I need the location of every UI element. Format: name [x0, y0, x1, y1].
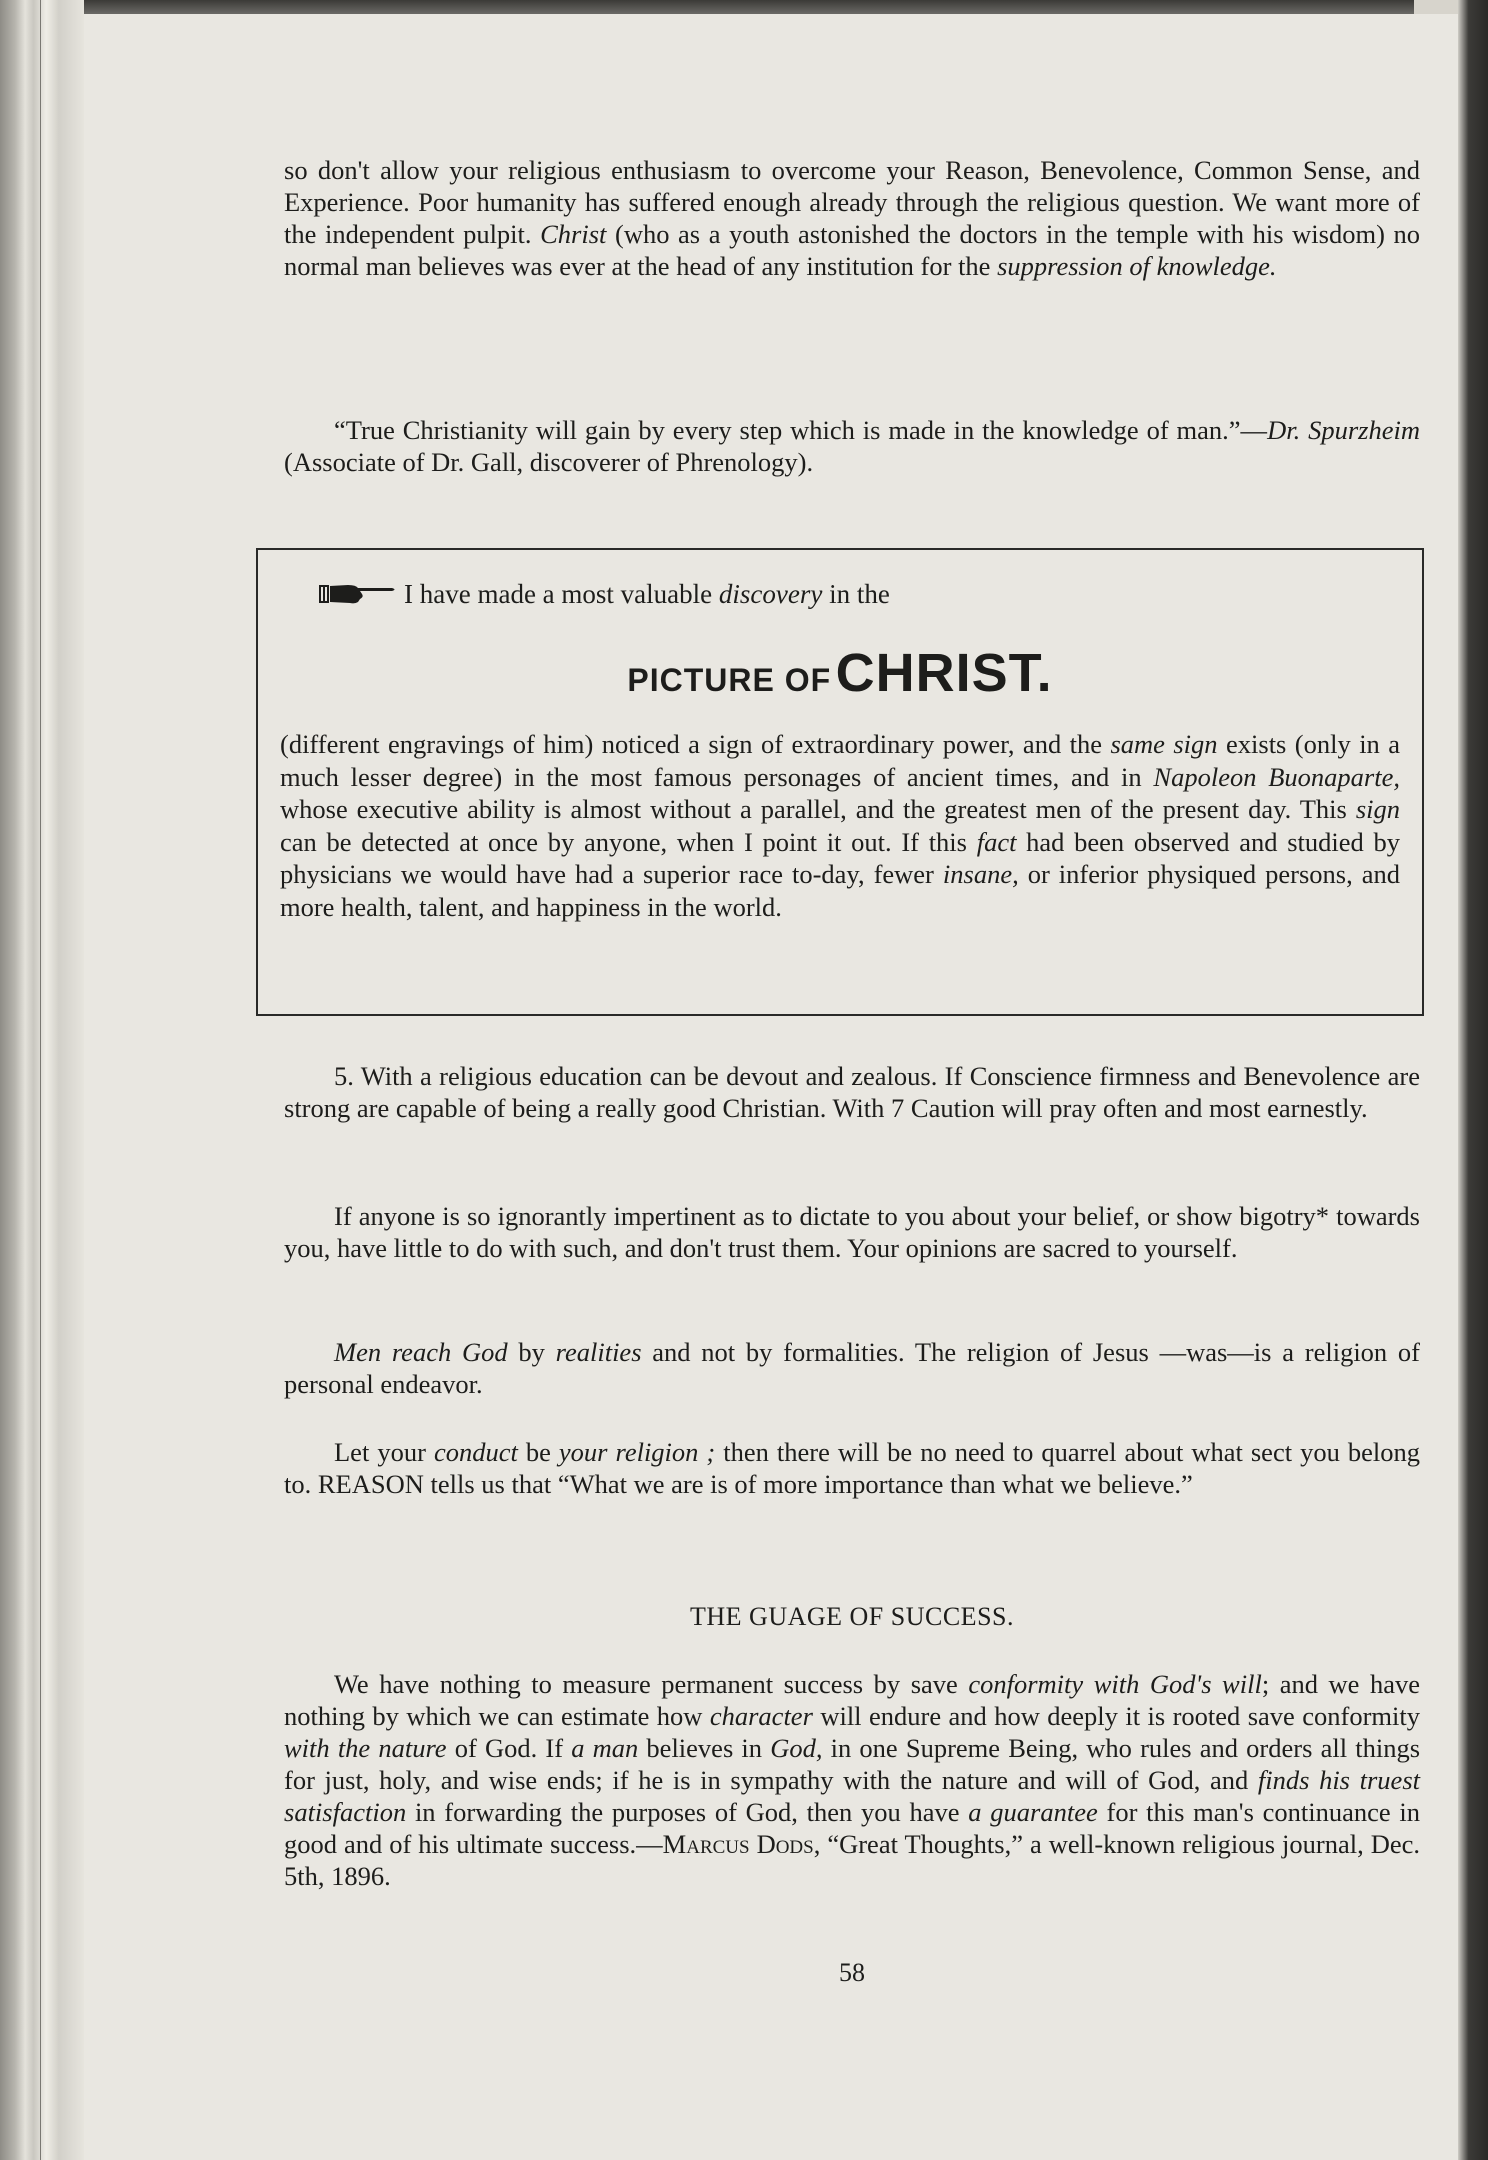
pointing-hand-icon	[318, 582, 398, 606]
paragraph-conduct: Let your conduct be your religion ; then there will be no need to quarrel about what sect you belong to. REASON tells us that “What we are is of more importance than what we believe.”	[284, 1437, 1420, 1499]
paragraph-bigotry: If anyone is so ignorantly impertinent as to dictate to you about your belief, or show bigotry* towards you, have little to do with such, and don't trust them. Your opinions are sacred to yourself.	[284, 1201, 1420, 1263]
paragraph-reason: so don't allow your religious enthusiasm to overcome your Reason, Benevolence, Common Sense, and Experience. Poor humanity has suffered enough already through the religious question. We want more of the independent pulpit. Christ (who as a youth astonished the doctors in the temple with his wisdom) no normal man believes was ever at the head of any institution for the suppression of knowledge.	[284, 155, 1420, 281]
notice-heading-big: CHRIST.	[835, 643, 1053, 703]
paragraph-realities: Men reach God by realities and not by formalities. The religion of Jesus —was—is a religion of personal endeavor.	[284, 1337, 1421, 1399]
paragraph-spurzheim-quote: “True Christianity will gain by every step which is made in the knowledge of man.”—Dr. Spurzheim (Associate of Dr. Gall, discoverer of Phrenology).	[284, 415, 1420, 477]
scan-right-edge	[1458, 0, 1488, 2160]
section-heading: THE GUAGE OF SUCCESS.	[690, 1602, 1014, 1631]
paragraph-religious-education: 5. With a religious education can be devout and zealous. If Conscience firmness and Benevolence are strong are capable of being a really good Christian. With 7 Caution will pray often and most earnestly.	[284, 1061, 1420, 1123]
scan-top-edge	[84, 0, 1414, 14]
notice-heading-small: PICTURE OF	[627, 662, 832, 698]
page-number: 58	[839, 1958, 865, 1987]
discovery-notice-box	[256, 548, 1424, 1016]
paragraph-success: We have nothing to measure permanent success by save conformity with God's will; and we have nothing by which we can estimate how character will endure and how deeply it is rooted save conformity with the nature of God. If a man believes in God, in one Supreme Being, who rules and orders all things for just, holy, and wise ends; if he is in sympathy with the nature and will of God, and finds his truest satisfaction in forwarding the purposes of God, then you have a guarantee for this man's continuance in good and of his ultimate success.—Marcus Dods, “Great Thoughts,” a well-known religious journal, Dec. 5th, 1896.	[284, 1669, 1421, 1891]
notice-lead: I have made a most valuable discovery in the	[318, 578, 890, 610]
book-page	[84, 14, 1458, 2160]
notice-body: (different engravings of him) noticed a sign of extraordinary power, and the same sign exists (only in a much lesser degree) in the most famous personages of ancient times, and in Napoleon Buonaparte, whose executive ability is almost without a parallel, and the greatest men of the present day. This sign can be detected at once by anyone, when I point it out. If this fact had been observed and studied by physicians we would have had a superior race to-day, fewer insane, or inferior physiqued persons, and more health, talent, and happiness in the world.	[280, 729, 1401, 922]
binding-gutter	[0, 0, 84, 2160]
notice-heading	[258, 642, 1422, 704]
